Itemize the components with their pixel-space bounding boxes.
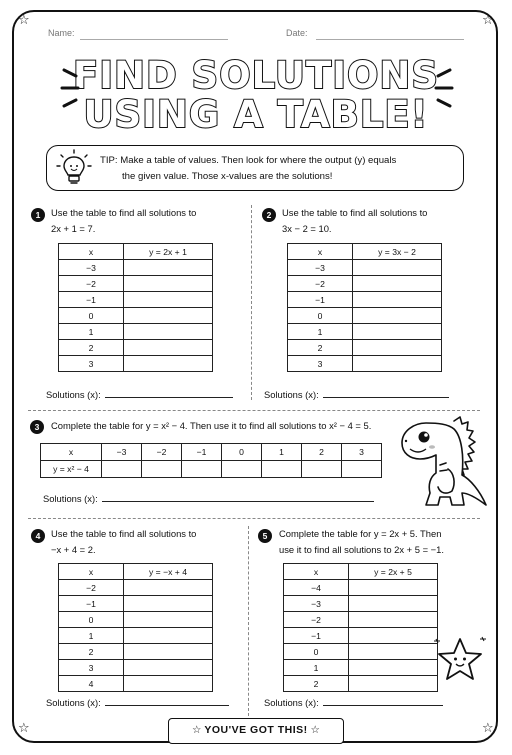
row-header: y = x² − 4 bbox=[41, 461, 102, 478]
section-divider bbox=[28, 518, 480, 519]
column-header: x bbox=[288, 244, 353, 260]
solutions-answer-line[interactable] bbox=[105, 696, 229, 706]
problem-text-line: Use the table to find all solutions to bbox=[51, 207, 197, 218]
y-cell[interactable] bbox=[353, 324, 442, 340]
lightbulb-icon bbox=[56, 148, 92, 188]
encouragement-banner bbox=[168, 718, 344, 744]
y-cell[interactable] bbox=[353, 292, 442, 308]
y-cell[interactable] bbox=[353, 308, 442, 324]
x-cell: 3 bbox=[59, 356, 124, 372]
column-divider bbox=[248, 526, 249, 716]
name-field[interactable] bbox=[80, 39, 228, 40]
problem-5-table bbox=[283, 563, 438, 692]
y-cell[interactable] bbox=[349, 676, 438, 692]
x-cell: 1 bbox=[262, 444, 302, 461]
corner-star-icon: ☆ bbox=[18, 721, 30, 736]
x-cell: 1 bbox=[59, 324, 124, 340]
page-title-line-1: FIND SOLUTIONS bbox=[72, 54, 440, 97]
column-header: x bbox=[59, 564, 124, 580]
y-cell[interactable] bbox=[124, 628, 213, 644]
problem-text-line: 3x − 2 = 10. bbox=[282, 223, 332, 234]
x-cell: 0 bbox=[222, 444, 262, 461]
x-cell: 1 bbox=[288, 324, 353, 340]
x-cell: −1 bbox=[59, 596, 124, 612]
tip-line-2: the given value. Those x-values are the solutions! bbox=[122, 171, 333, 182]
y-cell[interactable] bbox=[124, 356, 213, 372]
problem-number: 4 bbox=[31, 529, 45, 543]
solutions-row bbox=[264, 388, 449, 400]
x-cell: −1 bbox=[59, 292, 124, 308]
problem-3-text: Complete the table for y = x² − 4. Then use it to find all solutions to x² − 4 = 5. bbox=[51, 420, 372, 431]
y-cell[interactable] bbox=[349, 644, 438, 660]
y-cell[interactable] bbox=[124, 596, 213, 612]
x-cell: −3 bbox=[288, 260, 353, 276]
problem-1-table bbox=[58, 243, 213, 372]
column-divider bbox=[251, 205, 252, 400]
solutions-label: Solutions (x): bbox=[43, 493, 98, 504]
banner-text: YOU'VE GOT THIS! bbox=[204, 724, 308, 736]
problem-4-table bbox=[58, 563, 213, 692]
x-cell: 0 bbox=[59, 612, 124, 628]
column-header: y = −x + 4 bbox=[124, 564, 213, 580]
y-cell[interactable] bbox=[142, 461, 182, 478]
tip-line-1: TIP: Make a table of values. Then look for where the output (y) equals bbox=[100, 155, 397, 166]
x-cell: −2 bbox=[284, 612, 349, 628]
x-cell: 0 bbox=[288, 308, 353, 324]
y-cell[interactable] bbox=[353, 340, 442, 356]
problem-2-table bbox=[287, 243, 442, 372]
solutions-answer-line[interactable] bbox=[323, 696, 443, 706]
corner-star-icon: ☆ bbox=[18, 13, 30, 28]
solutions-row bbox=[264, 696, 443, 708]
date-field[interactable] bbox=[316, 39, 464, 40]
x-cell: 3 bbox=[59, 660, 124, 676]
problem-number: 1 bbox=[31, 208, 45, 222]
x-cell: −2 bbox=[59, 276, 124, 292]
x-cell: −1 bbox=[182, 444, 222, 461]
x-cell: 2 bbox=[284, 676, 349, 692]
solutions-label: Solutions (x): bbox=[264, 697, 319, 708]
problem-1-text bbox=[51, 205, 196, 237]
x-cell: 2 bbox=[59, 340, 124, 356]
y-cell[interactable] bbox=[124, 340, 213, 356]
problem-text-line: −x + 4 = 2. bbox=[51, 544, 96, 555]
problem-text-line: Use the table to find all solutions to bbox=[51, 528, 197, 539]
x-cell: −2 bbox=[288, 276, 353, 292]
y-cell[interactable] bbox=[102, 461, 142, 478]
sparkle-icon bbox=[432, 68, 468, 108]
corner-star-icon: ☆ bbox=[482, 721, 494, 736]
sparkle-icon bbox=[46, 68, 82, 108]
x-cell: −2 bbox=[142, 444, 182, 461]
x-cell: 4 bbox=[59, 676, 124, 692]
y-cell[interactable] bbox=[349, 612, 438, 628]
section-divider bbox=[28, 410, 480, 411]
y-cell[interactable] bbox=[222, 461, 262, 478]
y-cell[interactable] bbox=[262, 461, 302, 478]
corner-star-icon: ☆ bbox=[482, 13, 494, 28]
y-cell[interactable] bbox=[349, 580, 438, 596]
y-cell[interactable] bbox=[349, 660, 438, 676]
problem-text-line: use it to find all solutions to 2x + 5 = −1. bbox=[279, 544, 444, 555]
solutions-answer-line[interactable] bbox=[105, 388, 233, 398]
y-cell[interactable] bbox=[124, 260, 213, 276]
y-cell[interactable] bbox=[124, 660, 213, 676]
problem-5-text bbox=[279, 526, 444, 558]
x-cell: −3 bbox=[59, 260, 124, 276]
problem-4-text bbox=[51, 526, 196, 558]
problem-number: 3 bbox=[30, 420, 44, 434]
solutions-row bbox=[43, 492, 374, 504]
x-cell: 2 bbox=[288, 340, 353, 356]
x-cell: 3 bbox=[288, 356, 353, 372]
x-cell: 3 bbox=[342, 444, 382, 461]
page-title-line-2: USING A TABLE! bbox=[83, 93, 429, 136]
y-cell[interactable] bbox=[124, 612, 213, 628]
x-cell: −3 bbox=[284, 596, 349, 612]
solutions-row bbox=[46, 388, 233, 400]
smiling-star-icon bbox=[432, 633, 488, 689]
problem-text-line: 2x + 1 = 7. bbox=[51, 223, 96, 234]
y-cell[interactable] bbox=[342, 461, 382, 478]
solutions-row bbox=[46, 696, 229, 708]
y-cell[interactable] bbox=[124, 292, 213, 308]
y-cell[interactable] bbox=[353, 356, 442, 372]
solutions-label: Solutions (x): bbox=[46, 389, 101, 400]
x-cell: −3 bbox=[102, 444, 142, 461]
column-header: y = 3x − 2 bbox=[353, 244, 442, 260]
problem-number: 2 bbox=[262, 208, 276, 222]
column-header: x bbox=[59, 244, 124, 260]
y-cell[interactable] bbox=[124, 308, 213, 324]
problem-3-table bbox=[40, 443, 382, 478]
name-label: Name: bbox=[48, 28, 75, 38]
column-header: y = 2x + 5 bbox=[349, 564, 438, 580]
y-cell[interactable] bbox=[302, 461, 342, 478]
x-cell: 2 bbox=[302, 444, 342, 461]
solutions-answer-line[interactable] bbox=[102, 492, 374, 502]
x-cell: −1 bbox=[284, 628, 349, 644]
column-header: x bbox=[284, 564, 349, 580]
x-cell: −1 bbox=[288, 292, 353, 308]
x-cell: 2 bbox=[59, 644, 124, 660]
y-cell[interactable] bbox=[124, 580, 213, 596]
x-cell: −4 bbox=[284, 580, 349, 596]
tip-text bbox=[100, 153, 460, 185]
problem-number: 5 bbox=[258, 529, 272, 543]
x-cell: 0 bbox=[59, 308, 124, 324]
dinosaur-icon bbox=[396, 413, 488, 515]
star-icon: ☆ bbox=[192, 724, 202, 736]
y-cell[interactable] bbox=[182, 461, 222, 478]
solutions-answer-line[interactable] bbox=[323, 388, 449, 398]
y-cell[interactable] bbox=[353, 260, 442, 276]
y-cell[interactable] bbox=[349, 596, 438, 612]
x-cell: 0 bbox=[284, 644, 349, 660]
y-cell[interactable] bbox=[124, 324, 213, 340]
problem-text-line: Complete the table for y = 2x + 5. Then bbox=[279, 528, 442, 539]
star-icon: ☆ bbox=[310, 724, 320, 736]
x-cell: 1 bbox=[59, 628, 124, 644]
y-cell[interactable] bbox=[353, 276, 442, 292]
y-cell[interactable] bbox=[124, 644, 213, 660]
solutions-label: Solutions (x): bbox=[264, 389, 319, 400]
problem-text-line: Use the table to find all solutions to bbox=[282, 207, 428, 218]
column-header: y = 2x + 1 bbox=[124, 244, 213, 260]
y-cell[interactable] bbox=[349, 628, 438, 644]
y-cell[interactable] bbox=[124, 276, 213, 292]
x-cell: 1 bbox=[284, 660, 349, 676]
problem-2-text bbox=[282, 205, 427, 237]
row-header: x bbox=[41, 444, 102, 461]
y-cell[interactable] bbox=[124, 676, 213, 692]
date-label: Date: bbox=[286, 28, 308, 38]
x-cell: −2 bbox=[59, 580, 124, 596]
solutions-label: Solutions (x): bbox=[46, 697, 101, 708]
